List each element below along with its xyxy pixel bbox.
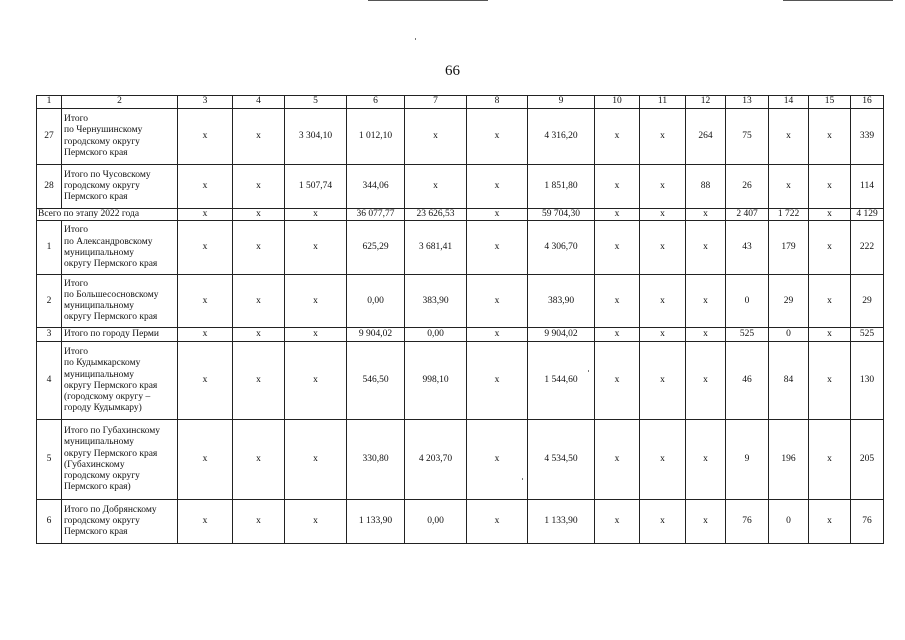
value-cell: х bbox=[640, 165, 686, 209]
scan-edge-line-right bbox=[783, 0, 893, 1]
value-cell: х bbox=[467, 109, 528, 165]
column-number-cell: 6 bbox=[347, 96, 405, 109]
row-name-cell: Итого по Кудымкарскому муниципальному округу Пермского края (городскому округу – городу Кудымкару) bbox=[62, 342, 178, 420]
row-number-cell: 5 bbox=[37, 420, 62, 500]
value-cell: х bbox=[595, 420, 640, 500]
value-cell: х bbox=[233, 221, 285, 275]
value-cell: 0 bbox=[769, 328, 809, 342]
value-cell: х bbox=[285, 328, 347, 342]
value-cell: х bbox=[809, 165, 851, 209]
table-row bbox=[37, 109, 884, 165]
value-cell: х bbox=[769, 165, 809, 209]
value-cell: х bbox=[640, 420, 686, 500]
value-cell: х bbox=[809, 342, 851, 420]
value-cell: х bbox=[640, 209, 686, 221]
row-name-cell: Итого по Большесосновскому муниципальному округу Пермского края bbox=[62, 275, 178, 328]
page-number: 66 bbox=[445, 63, 460, 79]
row-number-cell: 4 bbox=[37, 342, 62, 420]
value-cell: х bbox=[178, 500, 233, 544]
value-cell: х bbox=[640, 342, 686, 420]
value-cell: 76 bbox=[726, 500, 769, 544]
value-cell: х bbox=[178, 165, 233, 209]
total-row bbox=[37, 209, 884, 221]
value-cell: 23 626,53 bbox=[405, 209, 467, 221]
value-cell: х bbox=[809, 328, 851, 342]
row-name-cell: Итого по Чусовскому городскому округу Пермского края bbox=[62, 165, 178, 209]
value-cell: 9 904,02 bbox=[528, 328, 595, 342]
value-cell: 130 bbox=[851, 342, 884, 420]
value-cell: х bbox=[640, 221, 686, 275]
value-cell: х bbox=[405, 109, 467, 165]
value-cell: х bbox=[640, 500, 686, 544]
row-name-cell: Итого по Александровскому муниципальному округу Пермского края bbox=[62, 221, 178, 275]
column-number-cell: 10 bbox=[595, 96, 640, 109]
value-cell: х bbox=[809, 221, 851, 275]
value-cell: х bbox=[178, 420, 233, 500]
value-cell: х bbox=[233, 342, 285, 420]
row-number-cell: 3 bbox=[37, 328, 62, 342]
row-number-cell: 2 bbox=[37, 275, 62, 328]
value-cell: х bbox=[595, 209, 640, 221]
value-cell: 9 904,02 bbox=[347, 328, 405, 342]
value-cell: х bbox=[285, 209, 347, 221]
value-cell: 4 534,50 bbox=[528, 420, 595, 500]
value-cell: 1 133,90 bbox=[347, 500, 405, 544]
value-cell: х bbox=[769, 109, 809, 165]
row-number-cell: 27 bbox=[37, 109, 62, 165]
value-cell: х bbox=[467, 209, 528, 221]
value-cell: х bbox=[233, 165, 285, 209]
column-number-cell: 7 bbox=[405, 96, 467, 109]
value-cell: 196 bbox=[769, 420, 809, 500]
row-name-cell: Итого по городу Перми bbox=[62, 328, 178, 342]
value-cell: х bbox=[233, 209, 285, 221]
value-cell: 76 bbox=[851, 500, 884, 544]
value-cell: х bbox=[640, 275, 686, 328]
value-cell: х bbox=[686, 209, 726, 221]
value-cell: х bbox=[233, 275, 285, 328]
value-cell: х bbox=[595, 500, 640, 544]
value-cell: х bbox=[285, 342, 347, 420]
value-cell: х bbox=[467, 420, 528, 500]
value-cell: 4 306,70 bbox=[528, 221, 595, 275]
table-row bbox=[37, 420, 884, 500]
value-cell: 43 bbox=[726, 221, 769, 275]
table-row bbox=[37, 500, 884, 544]
value-cell: х bbox=[178, 328, 233, 342]
value-cell: 625,29 bbox=[347, 221, 405, 275]
value-cell: 1 722 bbox=[769, 209, 809, 221]
column-number-cell: 13 bbox=[726, 96, 769, 109]
value-cell: 4 203,70 bbox=[405, 420, 467, 500]
value-cell: х bbox=[686, 500, 726, 544]
value-cell: 546,50 bbox=[347, 342, 405, 420]
total-label-cell: Всего по этапу 2022 года bbox=[37, 209, 178, 221]
scan-speck bbox=[415, 38, 416, 40]
value-cell: х bbox=[595, 109, 640, 165]
column-number-cell: 4 bbox=[233, 96, 285, 109]
value-cell: 222 bbox=[851, 221, 884, 275]
value-cell: х bbox=[595, 342, 640, 420]
table-row bbox=[37, 275, 884, 328]
value-cell: х bbox=[686, 420, 726, 500]
data-table bbox=[36, 95, 884, 544]
value-cell: 3 681,41 bbox=[405, 221, 467, 275]
value-cell: 29 bbox=[769, 275, 809, 328]
value-cell: х bbox=[285, 420, 347, 500]
value-cell: 205 bbox=[851, 420, 884, 500]
value-cell: 1 544,60 bbox=[528, 342, 595, 420]
column-number-cell: 15 bbox=[809, 96, 851, 109]
value-cell: 1 507,74 bbox=[285, 165, 347, 209]
value-cell: х bbox=[233, 328, 285, 342]
value-cell: 36 077,77 bbox=[347, 209, 405, 221]
column-number-cell: 11 bbox=[640, 96, 686, 109]
value-cell: 4 316,20 bbox=[528, 109, 595, 165]
column-number-cell: 1 bbox=[37, 96, 62, 109]
value-cell: 0 bbox=[726, 275, 769, 328]
value-cell: х bbox=[809, 420, 851, 500]
header-row bbox=[37, 96, 884, 109]
row-name-cell: Итого по Чернушинскому городскому округу Пермского края bbox=[62, 109, 178, 165]
value-cell: х bbox=[595, 328, 640, 342]
value-cell: х bbox=[285, 500, 347, 544]
value-cell: х bbox=[285, 221, 347, 275]
value-cell: х bbox=[467, 165, 528, 209]
column-number-cell: 16 bbox=[851, 96, 884, 109]
value-cell: х bbox=[285, 275, 347, 328]
value-cell: х bbox=[686, 328, 726, 342]
row-name-cell: Итого по Губахинскому муниципальному округу Пермского края (Губахинскому городскому округу Пермского края) bbox=[62, 420, 178, 500]
value-cell: 0 bbox=[769, 500, 809, 544]
value-cell: 525 bbox=[851, 328, 884, 342]
value-cell: 26 bbox=[726, 165, 769, 209]
value-cell: 179 bbox=[769, 221, 809, 275]
value-cell: 88 bbox=[686, 165, 726, 209]
value-cell: 525 bbox=[726, 328, 769, 342]
column-number-cell: 2 bbox=[62, 96, 178, 109]
row-name-cell: Итого по Добрянскому городскому округу Пермского края bbox=[62, 500, 178, 544]
value-cell: 344,06 bbox=[347, 165, 405, 209]
value-cell: х bbox=[809, 109, 851, 165]
value-cell: 264 bbox=[686, 109, 726, 165]
value-cell: х bbox=[595, 221, 640, 275]
value-cell: х bbox=[233, 420, 285, 500]
value-cell: х bbox=[405, 165, 467, 209]
value-cell: 0,00 bbox=[405, 500, 467, 544]
value-cell: 383,90 bbox=[528, 275, 595, 328]
row-number-cell: 28 bbox=[37, 165, 62, 209]
column-number-cell: 14 bbox=[769, 96, 809, 109]
value-cell: 1 133,90 bbox=[528, 500, 595, 544]
value-cell: х bbox=[467, 275, 528, 328]
value-cell: 330,80 bbox=[347, 420, 405, 500]
value-cell: х bbox=[467, 342, 528, 420]
value-cell: х bbox=[467, 221, 528, 275]
column-number-cell: 12 bbox=[686, 96, 726, 109]
value-cell: 4 129 bbox=[851, 209, 884, 221]
row-number-cell: 1 bbox=[37, 221, 62, 275]
table-row bbox=[37, 221, 884, 275]
row-number-cell: 6 bbox=[37, 500, 62, 544]
value-cell: х bbox=[178, 275, 233, 328]
column-number-cell: 8 bbox=[467, 96, 528, 109]
value-cell: 0,00 bbox=[347, 275, 405, 328]
column-number-cell: 9 bbox=[528, 96, 595, 109]
scan-edge-line-left bbox=[368, 0, 488, 1]
value-cell: 75 bbox=[726, 109, 769, 165]
value-cell: х bbox=[178, 209, 233, 221]
value-cell: 1 012,10 bbox=[347, 109, 405, 165]
value-cell: х bbox=[686, 221, 726, 275]
value-cell: х bbox=[686, 275, 726, 328]
value-cell: х bbox=[809, 500, 851, 544]
value-cell: 84 bbox=[769, 342, 809, 420]
value-cell: 383,90 bbox=[405, 275, 467, 328]
table-row bbox=[37, 342, 884, 420]
value-cell: х bbox=[595, 275, 640, 328]
value-cell: х bbox=[640, 328, 686, 342]
value-cell: х bbox=[595, 165, 640, 209]
value-cell: х bbox=[233, 109, 285, 165]
value-cell: х bbox=[640, 109, 686, 165]
value-cell: х bbox=[467, 328, 528, 342]
value-cell: 9 bbox=[726, 420, 769, 500]
value-cell: х bbox=[233, 500, 285, 544]
value-cell: 2 407 bbox=[726, 209, 769, 221]
value-cell: 1 851,80 bbox=[528, 165, 595, 209]
value-cell: 29 bbox=[851, 275, 884, 328]
column-number-cell: 3 bbox=[178, 96, 233, 109]
table-row bbox=[37, 328, 884, 342]
value-cell: х bbox=[178, 221, 233, 275]
value-cell: 998,10 bbox=[405, 342, 467, 420]
value-cell: х bbox=[178, 342, 233, 420]
value-cell: 46 bbox=[726, 342, 769, 420]
value-cell: х bbox=[809, 209, 851, 221]
value-cell: х bbox=[178, 109, 233, 165]
value-cell: 59 704,30 bbox=[528, 209, 595, 221]
value-cell: х bbox=[809, 275, 851, 328]
value-cell: 114 bbox=[851, 165, 884, 209]
value-cell: 3 304,10 bbox=[285, 109, 347, 165]
column-number-cell: 5 bbox=[285, 96, 347, 109]
value-cell: х bbox=[467, 500, 528, 544]
value-cell: х bbox=[686, 342, 726, 420]
table-row bbox=[37, 165, 884, 209]
value-cell: 339 bbox=[851, 109, 884, 165]
value-cell: 0,00 bbox=[405, 328, 467, 342]
